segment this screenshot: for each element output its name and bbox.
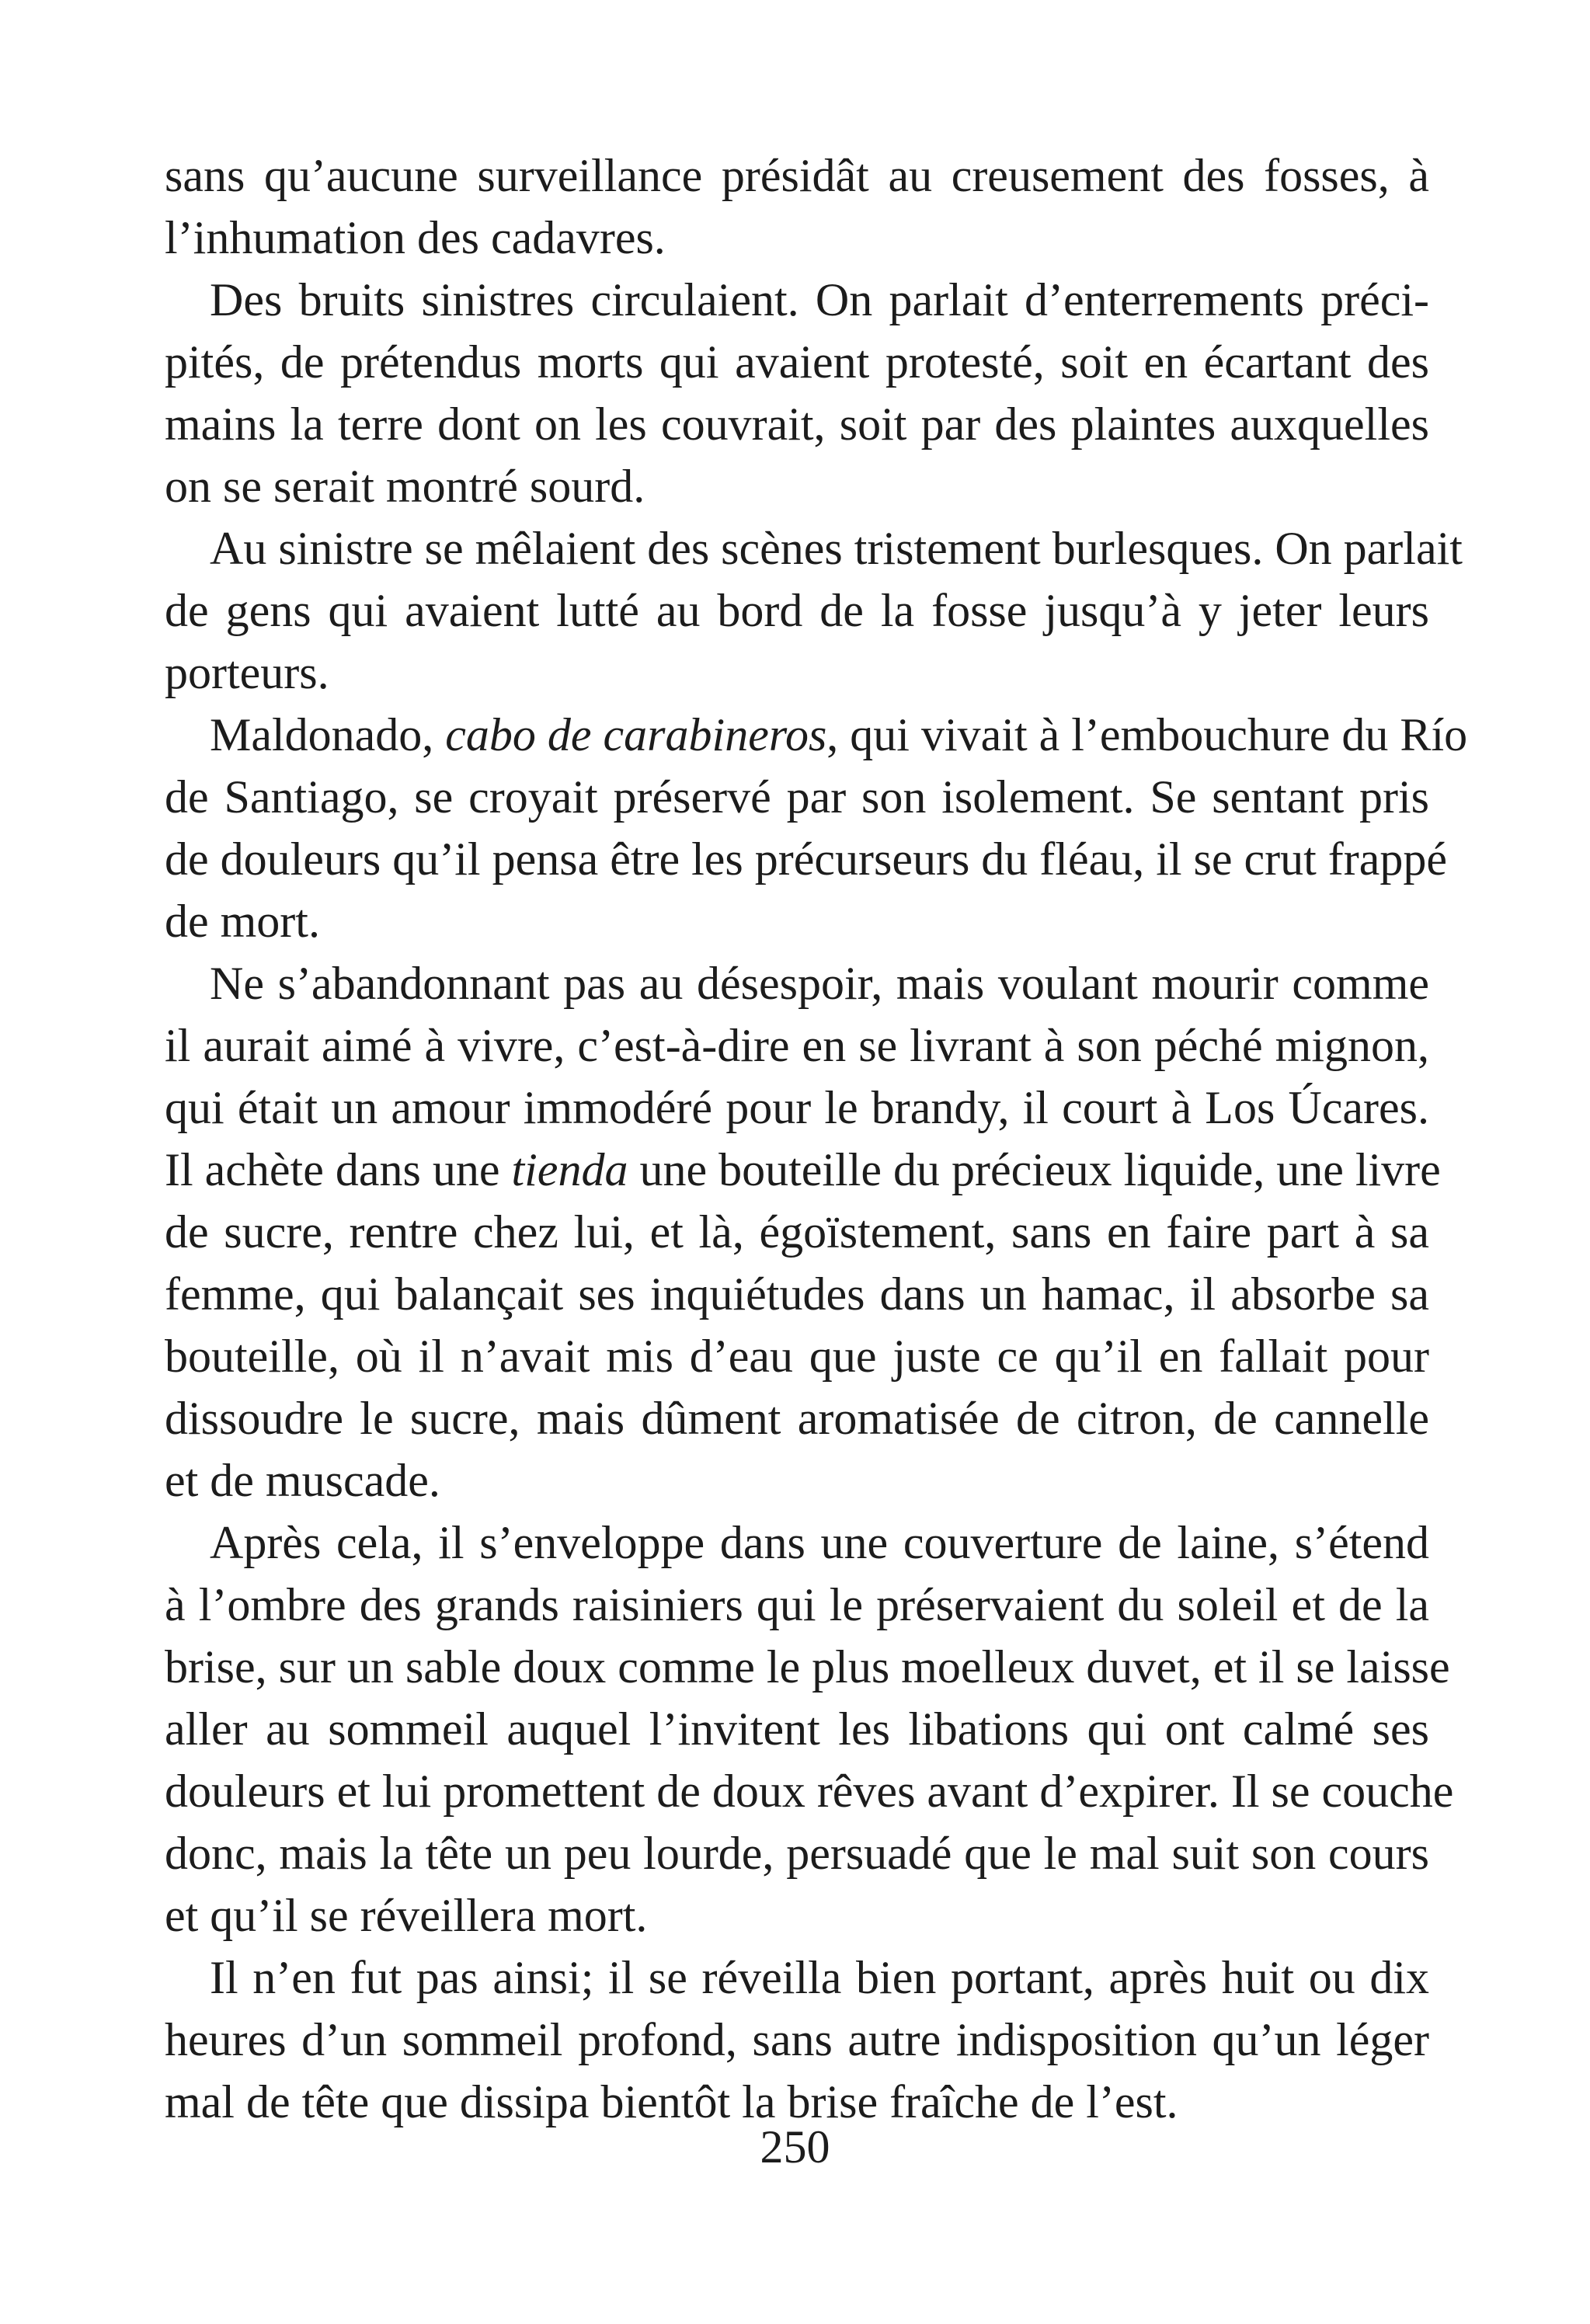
text-line: douleurs et lui promettent de doux rêves avant d’expirer. Il se couche	[165, 1766, 1454, 1817]
text-line: et qu’il se réveillera mort.	[165, 1890, 648, 1941]
text-line: brise, sur un sable doux comme le plus moelleux duvet, et il se laisse	[165, 1641, 1450, 1693]
text-line: pités, de prétendus morts qui avaient protesté, soit en écartant des	[165, 336, 1429, 388]
italic-term: tienda	[511, 1144, 628, 1195]
body-text	[165, 144, 1468, 2133]
text-segment: Maldonado,	[210, 709, 446, 760]
text-line: Au sinistre se mêlaient des scènes tristement burlesques. On parlait	[210, 523, 1463, 574]
text-line: mains la terre dont on les couvrait, soit par des plaintes auxquelles	[165, 398, 1429, 450]
text-line: dissoudre le sucre, mais dûment aromatisée de citron, de cannelle	[165, 1393, 1429, 1444]
text-segment: , qui vivait à l’embouchure du Río	[826, 709, 1468, 760]
paragraph-6	[165, 1512, 1454, 1947]
text-line: de douleurs qu’il pensa être les précurseurs du fléau, il se crut frappé	[165, 833, 1448, 885]
text-line: bouteille, où il n’avait mis d’eau que juste ce qu’il en fallait pour	[165, 1331, 1429, 1382]
paragraph-5	[165, 952, 1441, 1512]
text-line: Il n’en fut pas ainsi; il se réveilla bien portant, après huit ou dix	[210, 1952, 1429, 2003]
text-line: de sucre, rentre chez lui, et là, égoïstement, sans en faire part à sa	[165, 1206, 1429, 1258]
text-line: Après cela, il s’enveloppe dans une couverture de laine, s’étend	[210, 1517, 1429, 1568]
text-line: de mort.	[165, 896, 320, 947]
text-segment: Il achète dans une	[165, 1144, 512, 1195]
paragraph-4	[165, 704, 1468, 952]
text-line	[165, 1139, 1441, 1201]
page-number: 250	[760, 2121, 830, 2173]
text-line: Des bruits sinistres circulaient. On parlait d’enterrements préci-	[210, 274, 1429, 325]
paragraph-7	[165, 1947, 1429, 2133]
italic-term: cabo de carabineros	[445, 709, 827, 760]
text-line: l’inhumation des cadavres.	[165, 212, 666, 263]
text-line: sans qu’aucune surveillance présidât au creusement des fosses, à	[165, 150, 1429, 201]
paragraph-2	[165, 269, 1429, 517]
text-segment: une bouteille du précieux liquide, une livre	[628, 1144, 1441, 1195]
text-line: de Santiago, se croyait préservé par son isolement. Se sentant pris	[165, 771, 1429, 823]
text-line: qui était un amour immodéré pour le brandy, il court à Los Úcares.	[165, 1082, 1429, 1133]
text-line: femme, qui balançait ses inquiétudes dans un hamac, il absorbe sa	[165, 1268, 1429, 1320]
text-line: mal de tête que dissipa bientôt la brise fraîche de l’est.	[165, 2076, 1178, 2127]
text-line: il aurait aimé à vivre, c’est-à-dire en se livrant à son péché mignon,	[165, 1020, 1429, 1071]
paragraph-1	[165, 144, 1429, 269]
text-line: de gens qui avaient lutté au bord de la fosse jusqu’à y jeter leurs	[165, 585, 1429, 636]
text-line: heures d’un sommeil profond, sans autre indisposition qu’un léger	[165, 2014, 1429, 2065]
text-line: à l’ombre des grands raisiniers qui le préservaient du soleil et de la	[165, 1579, 1429, 1630]
paragraph-3	[165, 517, 1463, 704]
text-line: porteurs.	[165, 647, 329, 698]
text-line	[165, 704, 1468, 766]
text-line: on se serait montré sourd.	[165, 461, 645, 512]
text-line: aller au sommeil auquel l’invitent les libations qui ont calmé ses	[165, 1703, 1429, 1755]
text-line: donc, mais la tête un peu lourde, persuadé que le mal suit son cours	[165, 1828, 1429, 1879]
text-line: Ne s’abandonnant pas au désespoir, mais voulant mourir comme	[210, 958, 1429, 1009]
text-line: et de muscade.	[165, 1455, 440, 1506]
